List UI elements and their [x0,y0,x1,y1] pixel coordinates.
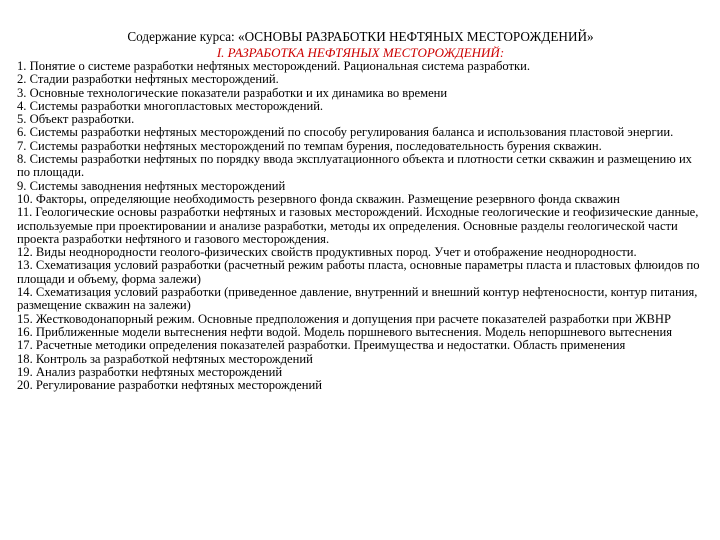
topic-item-1: 1. Понятие о системе разработки нефтяных месторождений. Рациональная система разработки. [17,59,531,73]
topic-list [17,60,704,392]
topic-item-9: 9. Системы заводнения нефтяных месторождений [17,178,286,193]
topic-item-17: 17. Расчетные методики определения показателей разработки. Преимущества и недостатки. Область применения [17,338,626,353]
section-title: I. РАЗРАБОТКА НЕФТЯНЫХ МЕСТОРОЖДЕНИЙ: [216,45,505,60]
topic-item-12: 12. Виды неоднородности геолого-физических свойств продуктивных пород. Учет и отображение неоднородности. [17,245,637,260]
topic-item-6: 6. Системы разработки нефтяных месторождений по способу регулирования баланса и использования пластовой энергии. [17,125,674,140]
topic-item-19: 19. Анализ разработки нефтяных месторождений [17,364,283,379]
topic-item-20: 20. Регулирование разработки нефтяных месторождений [17,378,322,393]
topic-item-3: 3. Основные технологические показатели разработки и их динамика во времени [17,85,448,100]
topic-item-16: 16. Приближенные модели вытеснения нефти водой. Модель поршневого вытеснения. Модель непоршневого вытеснения [17,324,672,339]
topic-item-2: 2. Стадии разработки нефтяных месторождений. [17,72,279,87]
topic-item-15: 15. Жестководонапорный режим. Основные предположения и допущения при расчете показателей разработки при ЖВНР [17,311,671,326]
topic-item-10: 10. Факторы, определяющие необходимость резервного фонда скважин. Размещение резервного фонда скважин [17,191,620,206]
course-title: Содержание курса: «ОСНОВЫ РАЗРАБОТКИ НЕФТЯНЫХ МЕСТОРОЖДЕНИЙ» [127,29,594,44]
topic-item-8: 8. Системы разработки нефтяных по порядку ввода эксплуатационного объекта и плотности сетки скважин и размещению их по площади. [17,152,692,180]
topic-item-5: 5. Объект разработки. [17,112,135,127]
topic-item-18: 18. Контроль за разработкой нефтяных месторождений [17,351,313,366]
topic-item-7: 7. Системы разработки нефтяных месторождений по темпам бурения, последовательность бурения скважин. [17,138,602,153]
topic-item-11: 11. Геологические основы разработки нефтяных и газовых месторождений. Исходные геологические и геофизические данные, используемые при проектировании и анализе разработки, методы их определения. Основные разделы геологической части проекта разработки нефтяного и газового месторождения. [17,205,699,246]
topic-item-14: 14. Схематизация условий разработки (приведенное давление, внутренний и внешний контур нефтеносности, контур питания, размещение скважин на залежи) [17,285,698,313]
topic-item-4: 4. Системы разработки многопластовых месторождений. [17,98,324,113]
topic-item-13: 13. Схематизация условий разработки (расчетный режим работы пласта, основные параметры пласта и пластовых флюидов по площади и объему, форма залежи) [17,258,700,286]
